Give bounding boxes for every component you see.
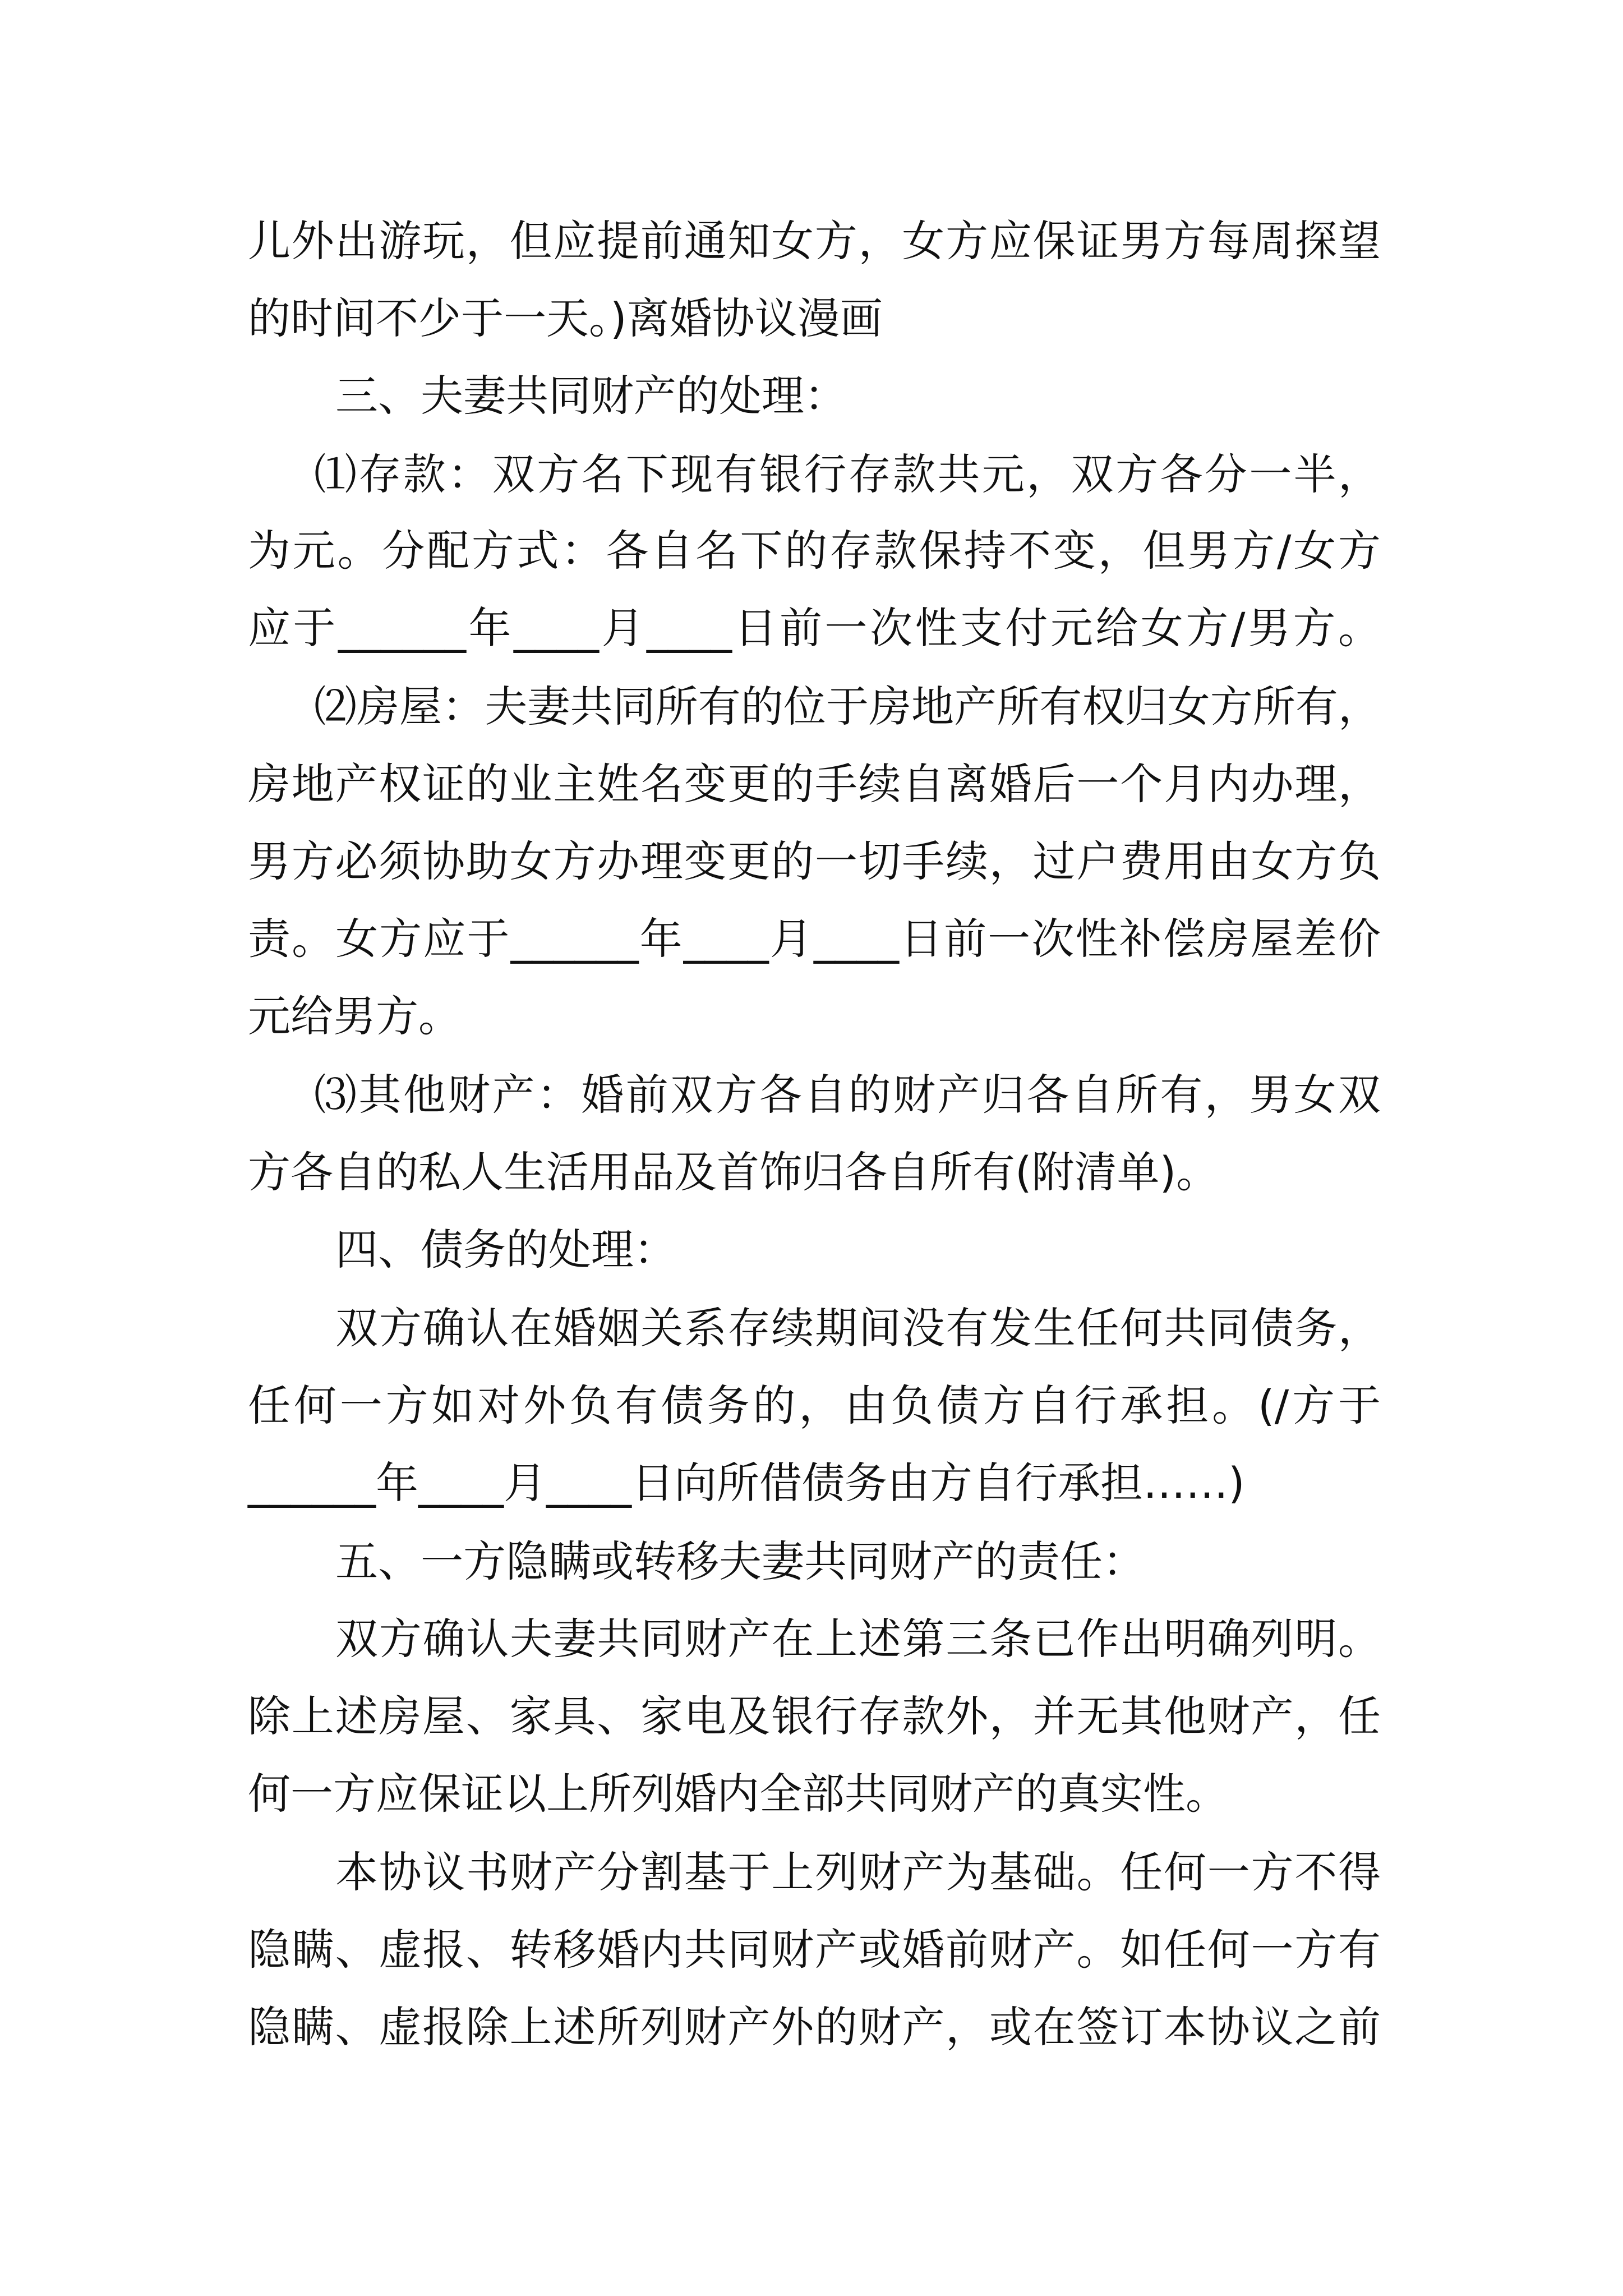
text-line-5: 为元。分配方式：各自名下的存款保持不变，但男方/女方 (248, 526, 1381, 576)
text-line-10: 责。女方应于______年____月____日前一次性补偿房屋差价 (248, 914, 1381, 964)
section-heading-4: 四、债务的处理： (335, 1225, 676, 1274)
text-line-8: 房地产权证的业主姓名变更的手续自离婚后一个月内办理， (248, 759, 1381, 809)
text-line-20: 除上述房屋、家具、家电及银行存款外，并无其他财产，任 (248, 1691, 1381, 1741)
text-line-23: 隐瞒、虚报、转移婚内共同财产或婚前财产。如任何一方有 (248, 1925, 1381, 1975)
section-heading-3: 三、夫妻共同财产的处理： (335, 371, 847, 421)
text-line-17: ______年____月____日向所借债务由方自行承担……) (248, 1458, 1245, 1508)
text-line-4: ⑴存款：双方名下现有银行存款共元，双方各分一半， (314, 449, 1381, 499)
text-line-7: ⑵房屋：夫妻共同所有的位于房地产所有权归女方所有， (314, 682, 1381, 731)
text-line-13: 方各自的私人生活用品及首饰归各自所有(附清单)。 (248, 1147, 1219, 1197)
text-line-19: 双方确认夫妻共同财产在上述第三条已作出明确列明。 (335, 1614, 1381, 1664)
text-line-21: 何一方应保证以上所列婚内全部共同财产的真实性。 (248, 1769, 1228, 1819)
text-line-6: 应于______年____月____日前一次性支付元给女方/男方。 (248, 603, 1381, 653)
text-line-15: 双方确认在婚姻关系存续期间没有发生任何共同债务， (335, 1303, 1381, 1353)
text-line-9: 男方必须协助女方办理变更的一切手续，过户费用由女方负 (248, 836, 1381, 886)
text-line-1: 儿外出游玩，但应提前通知女方，女方应保证男方每周探望 (248, 216, 1381, 266)
text-line-22: 本协议书财产分割基于上列财产为基础。任何一方不得 (335, 1847, 1381, 1897)
section-heading-5: 五、一方隐瞒或转移夫妻共同财产的责任： (335, 1536, 1145, 1586)
text-line-12: ⑶其他财产：婚前双方各自的财产归各自所有，男女双 (314, 1070, 1381, 1120)
text-line-24: 隐瞒、虚报除上述所列财产外的财产，或在签订本协议之前 (248, 2002, 1381, 2052)
text-line-11: 元给男方。 (248, 991, 461, 1041)
text-line-16: 任何一方如对外负有债务的，由负债方自行承担。(/方于 (248, 1381, 1381, 1430)
text-line-2: 的时间不少于一天。)离婚协议漫画 (248, 293, 883, 343)
